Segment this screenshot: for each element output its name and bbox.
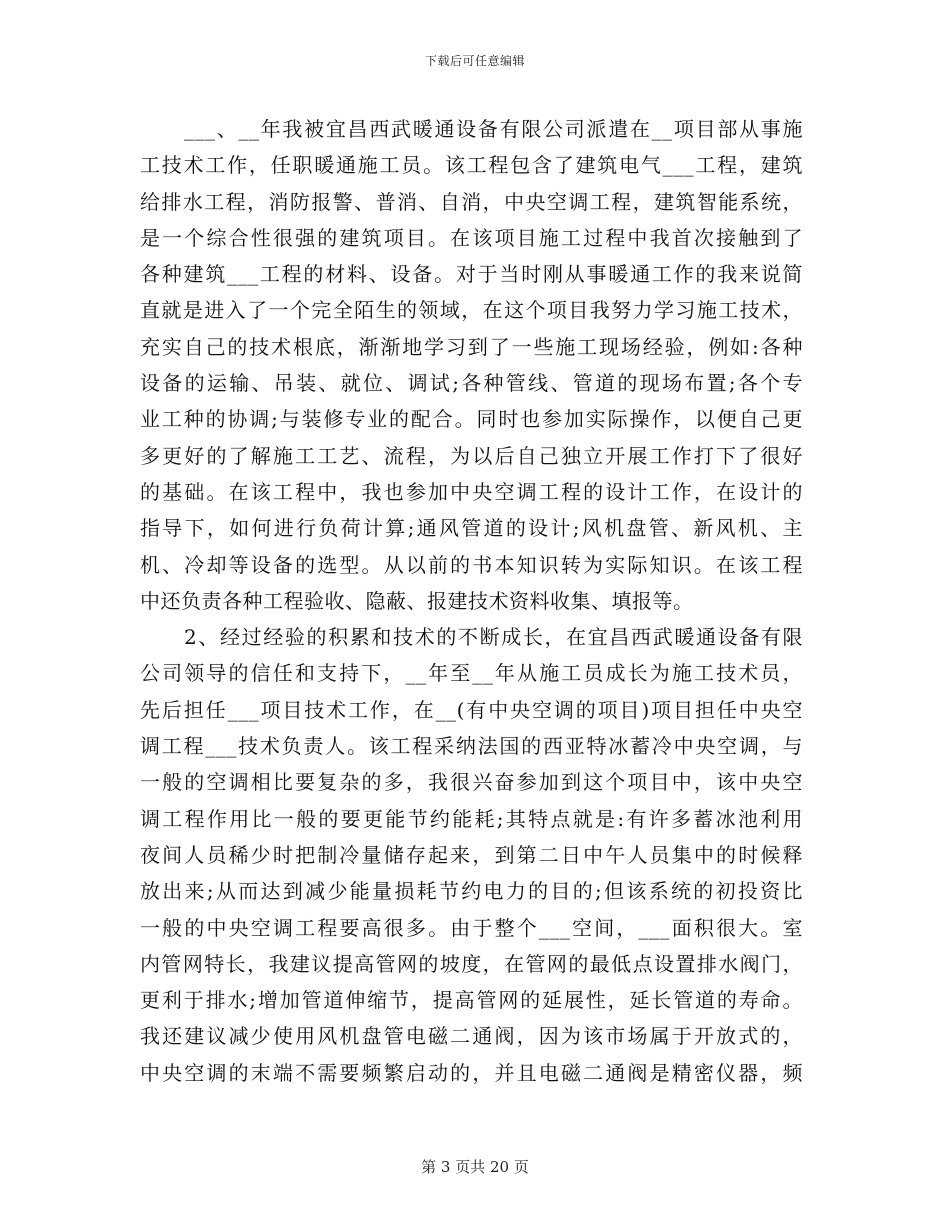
text-line: 一般的空调相比要复杂的多，我很兴奋参加到这个项目中，该中央空 <box>140 770 803 795</box>
text-line: 工技术工作，任职暖通施工员。该工程包含了建筑电气___工程，建筑 <box>140 153 803 178</box>
page-footer: 第 3 页共 20 页 <box>421 1158 529 1176</box>
text-line: 放出来;从而达到减少能量损耗节约电力的目的;但该系统的初投资比 <box>140 879 803 904</box>
paragraph-2 <box>140 619 803 1091</box>
text-line: 更利于排水;增加管道伸缩节，提高管网的延展性，延长管道的寿命。 <box>140 988 803 1013</box>
text-line: 是一个综合性很强的建筑项目。在该项目施工过程中我首次接触到了 <box>140 225 803 250</box>
text-line: 先后担任___项目技术工作，在__(有中央空调的项目)项目担任中央空 <box>140 697 803 722</box>
text-line: 给排水工程，消防报警、普消、自消，中央空调工程，建筑智能系统， <box>140 189 803 214</box>
paragraph-1 <box>140 111 803 619</box>
text-line: ___、__年我被宜昌西武暖通设备有限公司派遣在__项目部从事施 <box>184 117 803 141</box>
text-line: 直就是进入了一个完全陌生的领域，在这个项目我努力学习施工技术， <box>140 298 803 323</box>
text-line: 调工程作用比一般的要更能节约能耗;其特点就是:有许多蓄冰池利用 <box>140 806 803 831</box>
text-line: 指导下，如何进行负荷计算;通风管道的设计;风机盘管、新风机、主 <box>140 516 803 541</box>
text-line: 设备的运输、吊装、就位、调试;各种管线、管道的现场布置;各个专 <box>140 371 803 396</box>
text-line: 调工程___技术负责人。该工程采纳法国的西亚特冰蓄冷中央空调，与 <box>140 734 803 759</box>
text-line: 业工种的协调;与装修专业的配合。同时也参加实际操作，以便自己更 <box>140 407 803 432</box>
text-line: 中央空调的末端不需要频繁启动的，并且电磁二通阀是精密仪器，频 <box>140 1060 803 1085</box>
text-line: 的基础。在该工程中，我也参加中央空调工程的设计工作，在设计的 <box>140 479 803 504</box>
page-header: 下载后可任意编辑 <box>424 54 525 68</box>
text-line: 内管网特长，我建议提高管网的坡度，在管网的最低点设置排水阀门， <box>140 951 803 976</box>
text-line: 多更好的了解施工工艺、流程，为以后自己独立开展工作打下了很好 <box>140 443 803 468</box>
text-line: 2、经过经验的积累和技术的不断成长，在宜昌西武暖通设备有限 <box>184 625 803 650</box>
text-line: 夜间人员稀少时把制冷量储存起来，到第二日中午人员集中的时候释 <box>140 842 803 867</box>
text-line: 机、冷却等设备的选型。从以前的书本知识转为实际知识。在该工程 <box>140 552 803 577</box>
document-body <box>140 111 803 1091</box>
text-line: 一般的中央空调工程要高很多。由于整个___空间，___面积很大。室 <box>140 915 803 940</box>
text-line: 各种建筑___工程的材料、设备。对于当时刚从事暖通工作的我来说简 <box>140 262 803 287</box>
text-line: 我还建议减少使用风机盘管电磁二通阀，因为该市场属于开放式的， <box>140 1024 803 1049</box>
text-line: 公司领导的信任和支持下，__年至__年从施工员成长为施工技术员， <box>140 661 803 686</box>
text-line: 充实自己的技术根底，渐渐地学习到了一些施工现场经验，例如:各种 <box>140 334 803 359</box>
text-line: 中还负责各种工程验收、隐蔽、报建技术资料收集、填报等。 <box>140 588 694 613</box>
